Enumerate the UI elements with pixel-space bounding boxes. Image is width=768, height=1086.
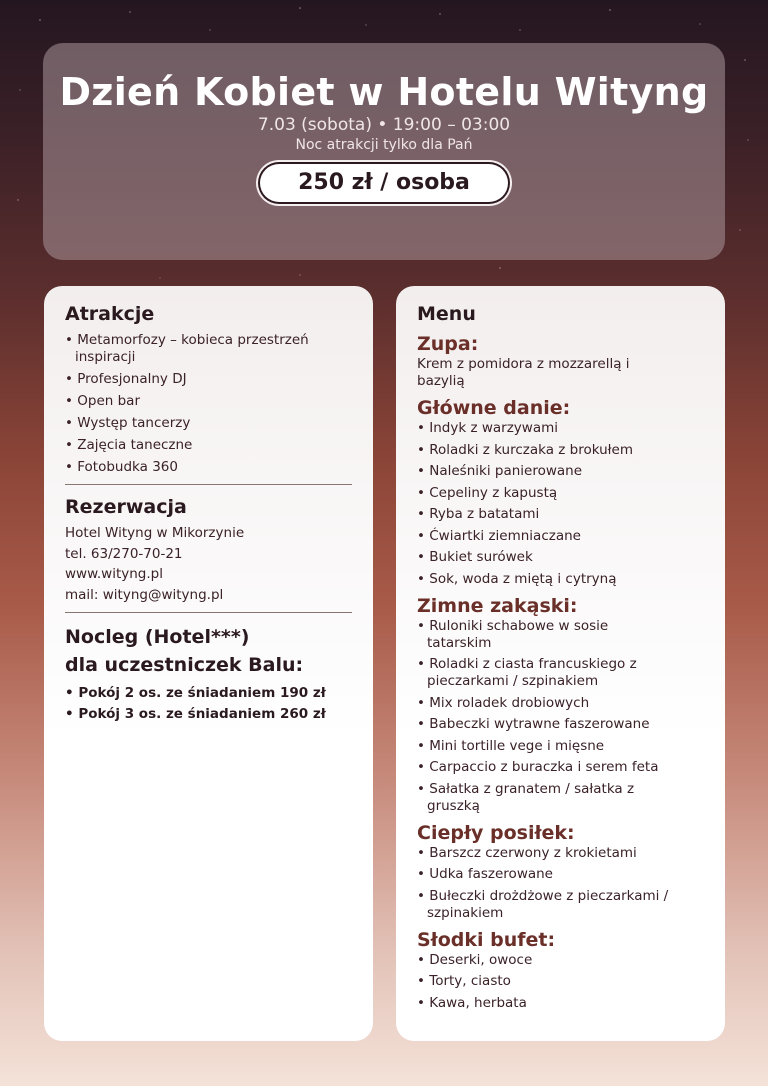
sweet-buffet-list [417,952,704,1012]
list-item: • Udka faszerowane [417,866,553,882]
list-item: • Metamorfozy – kobieca przestrzeń inspiracji [65,332,309,365]
attractions-list [65,332,352,476]
list-item: • Roladki z kurczaka z brokułem [417,441,633,458]
sweet-buffet-title: Słodki bufet: [417,928,556,951]
list-item: • Cepeliny z kapustą [417,484,558,501]
hotel-name: Hotel Wityng w Mikorzynie [65,525,245,541]
list-item: • Fotobudka 360 [65,459,178,475]
list-item: • Barszcz czerwony z krokietami [417,844,637,861]
list-item: • Naleśniki panierowane [417,463,583,479]
list-item: • Deserki, owoce [417,951,533,968]
phone-number: tel. 63/270-70-21 [65,545,183,562]
list-item: • Indyk z warzywami [417,420,558,436]
main-course-list [417,420,704,588]
reservation-title: Rezerwacja [65,496,187,518]
list-item: • Ryba z batatami [417,506,540,522]
cold-appetizers-list [417,618,704,815]
list-item: • Występ tancerzy [65,415,191,431]
divider [65,612,352,613]
list-item: • Sok, woda z miętą i cytryną [417,570,617,587]
list-item: • Zajęcia taneczne [65,437,193,453]
list-item: • Kawa, herbata [417,994,527,1011]
list-item: • Open bar [65,393,140,409]
event-date: 7.03 (sobota) • 19:00 – 03:00 [257,115,511,135]
list-item: • Profesjonalny DJ [65,371,187,387]
lodging-list [65,685,352,723]
soup-item: Krem z pomidora z mozzarellą i bazylią [417,356,630,389]
price-badge: 250 zł / osoba [260,164,508,202]
divider [65,484,352,485]
list-item: • Torty, ciasto [417,973,511,989]
event-title: Dzień Kobiet w Hotelu Wityng [59,70,709,114]
event-header [43,43,725,260]
list-item: • Pokój 3 os. ze śniadaniem 260 zł [65,705,326,722]
list-item: • Pokój 2 os. ze śniadaniem 190 zł [65,684,326,701]
list-item: • Babeczki wytrawne faszerowane [417,716,650,732]
info-card [44,286,373,1041]
email: mail: wityng@wityng.pl [65,586,224,603]
list-item: • Mix roladek drobiowych [417,694,590,711]
list-item: • Carpaccio z buraczka i serem feta [417,759,659,775]
website: www.wityng.pl [65,566,163,582]
lodging-subtitle: dla uczestniczek Balu: [65,653,304,676]
attractions-title: Atrakcje [65,303,155,325]
event-subtitle: Noc atrakcji tylko dla Pań [295,137,473,153]
list-item: • Mini tortille vege i mięsne [417,737,605,754]
soup-title: Zupa: [417,333,479,355]
list-item: • Ruloniki schabowe w sosie tatarskim [417,617,609,651]
warm-meal-title: Ciepły posiłek: [417,821,575,844]
menu-title: Menu [417,303,476,325]
list-item: • Sałatka z granatem / sałatka z gruszką [417,780,635,814]
lodging-title: Nocleg (Hotel***) [65,625,250,648]
list-item: • Bukiet surówek [417,549,533,565]
list-item: • Ćwiartki ziemniaczane [417,527,581,544]
cold-appetizers-title: Zimne zakąski: [417,594,578,617]
menu-card [396,286,725,1041]
reservation-details [65,525,352,604]
warm-meal-list [417,845,704,922]
main-course-title: Główne danie: [417,397,571,419]
list-item: • Roladki z ciasta francuskiego z pieczarkami / szpinakiem [417,656,637,689]
list-item: • Bułeczki drożdżowe z pieczarkami / szpinakiem [417,887,669,921]
